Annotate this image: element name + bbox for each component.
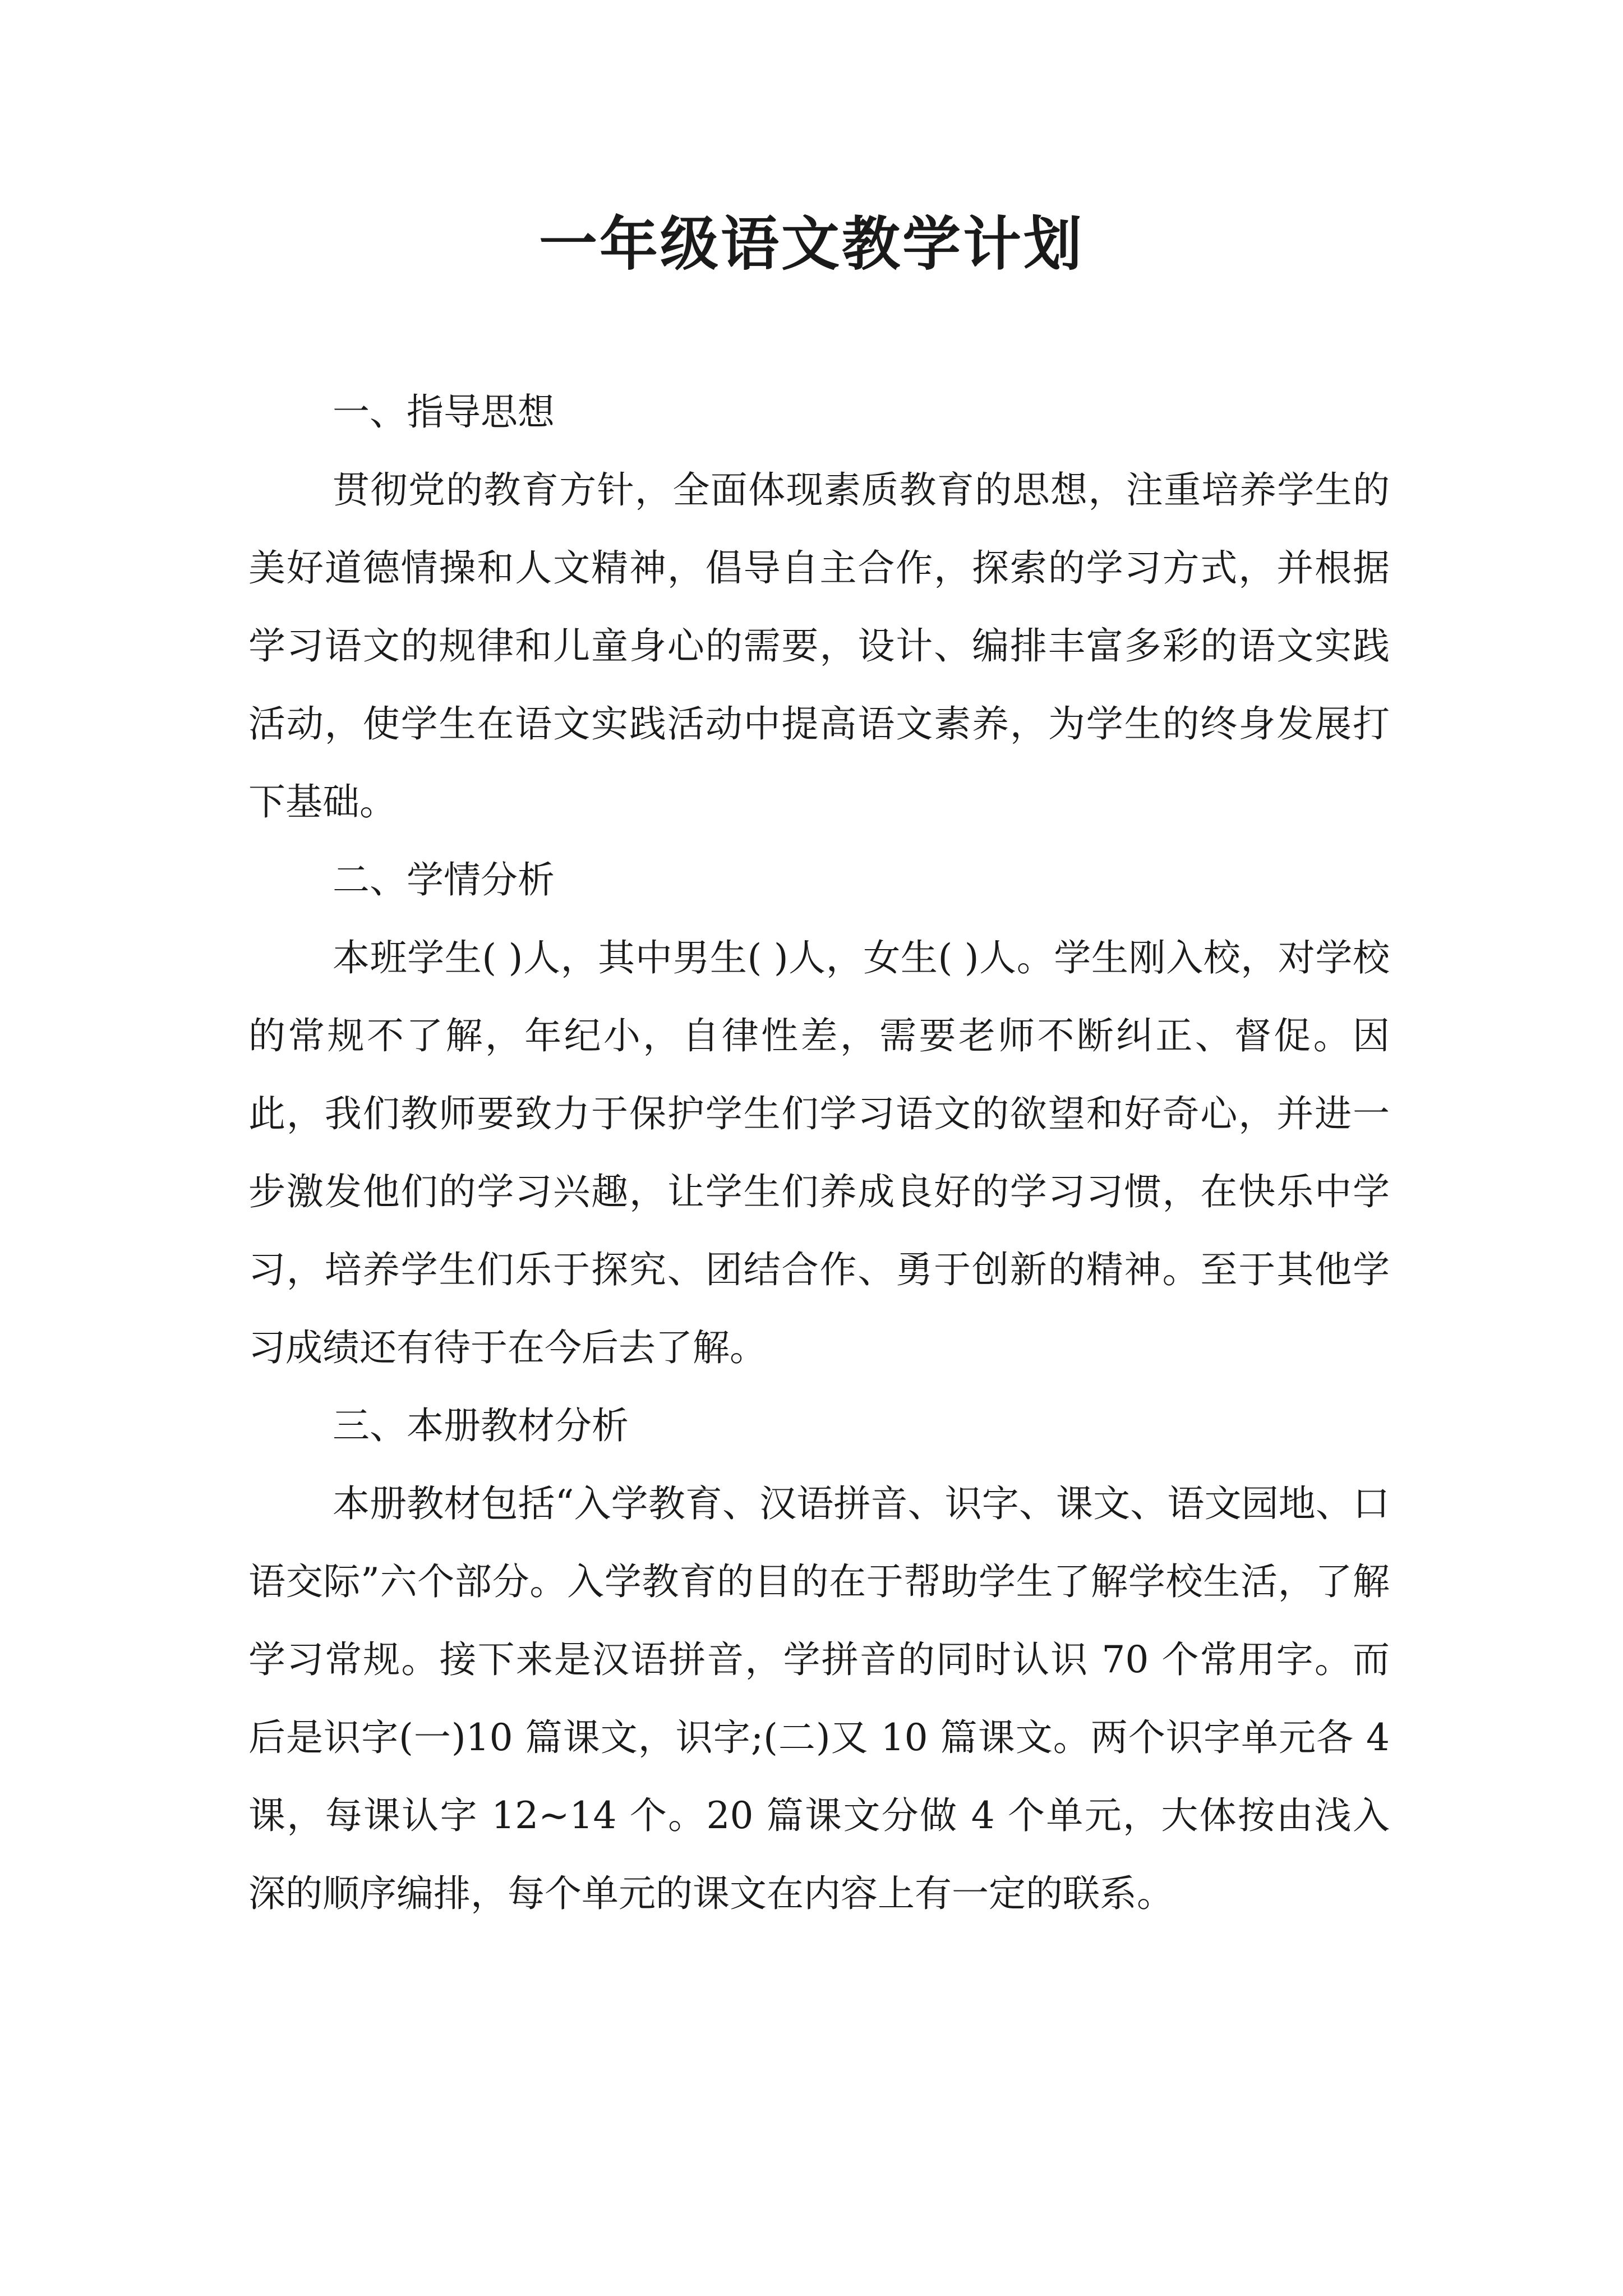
document-title: 一年级语文教学计划 xyxy=(538,209,1084,278)
document-body xyxy=(248,373,1390,1932)
section-paragraph-student-analysis: 本班学生( )人，其中男生( )人，女生( )人。学生刚入校，对学校的常规不了解，年纪小，自律性差，需要老师不断纠正、督促。因此，我们教师要致力于保护学生们学习语文的欲望和好奇心，并进一步激发他们的学习兴趣，让学生们养成良好的学习习惯，在快乐中学习，培养学生们乐于探究、团结合作、勇于创新的精神。至于其他学习成绩还有待于在今后去了解。 xyxy=(248,936,1390,1369)
section-heading-student-analysis: 二、学情分析 xyxy=(333,858,555,901)
section-paragraph-guiding-ideology: 贯彻党的教育方针，全面体现素质教育的思想，注重培养学生的美好道德情操和人文精神，倡导自主合作，探索的学习方式，并根据学习语文的规律和儿童身心的需要，设计、编排丰富多彩的语文实践活动，使学生在语文实践活动中提高语文素养，为学生的终身发展打下基础。 xyxy=(248,468,1390,823)
section-heading-guiding-ideology: 一、指导思想 xyxy=(333,390,555,434)
section-heading-textbook-analysis: 三、本册教材分析 xyxy=(333,1404,629,1447)
section-paragraph-textbook-analysis: 本册教材包括“入学教育、汉语拼音、识字、课文、语文园地、口语交际”六个部分。入学教育的目的在于帮助学生了解学校生活，了解学习常规。接下来是汉语拼音，学拼音的同时认识 70 个常用字。而后是识字(一)10 篇课文，识字;(二)又 10 篇课文。两个识字单元各 4 课，每课认字 12~14 个。20 篇课文分做 4 个单元，大体按由浅入深的顺序编排，每个单元的课文在内容上有一定的联系。 xyxy=(248,1482,1390,1915)
